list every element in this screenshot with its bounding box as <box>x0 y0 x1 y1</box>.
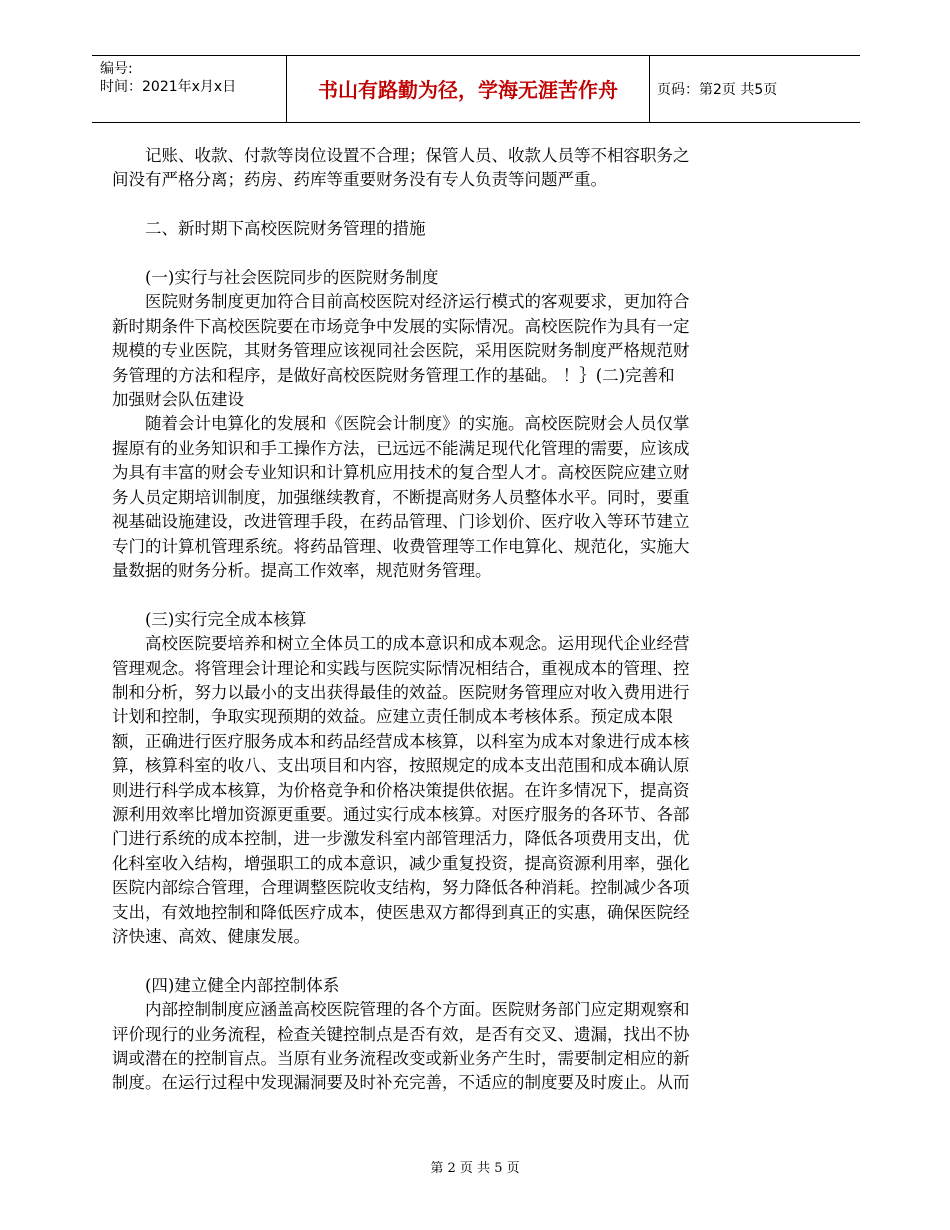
text-line: 务人员定期培训制度，加强继续教育，不断提高财务人员整体水平。同时，要重 <box>112 487 690 507</box>
text-line <box>112 193 766 217</box>
text-line <box>112 242 766 266</box>
text-line: 加强财会队伍建设 <box>112 390 244 410</box>
page-footer: 第 2 页 共 5 页 <box>430 1161 520 1176</box>
time-label: 时间：2021年x月x日 <box>100 79 237 95</box>
text-line: 握原有的业务知识和手工操作方法，已远远不能满足现代化管理的需要，应该成 <box>112 438 690 458</box>
text-line: 管理观念。将管理会计理论和实践与医院实际情况相结合，重视成本的管理、控 <box>112 658 690 678</box>
text-line: 医院内部综合管理，合理调整医院收支结构，努力降低各种消耗。控制减少各项 <box>112 878 690 898</box>
text-line: 济快速、高效、健康发展。 <box>112 927 310 946</box>
header-page-cell <box>649 56 860 122</box>
text-line: 评价现行的业务流程，检查关键控制点是否有效，是否有交叉、遗漏，找出不协 <box>112 1024 690 1044</box>
text-line: 视基础设施建设，改进管理手段，在药品管理、门诊划价、医疗收入等环节建立 <box>112 512 690 532</box>
text-line: 二、新时期下高校医院财务管理的措施 <box>112 219 426 239</box>
text-line: 记账、收款、付款等岗位设置不合理；保管人员、收款人员等不相容职务之 <box>112 146 690 165</box>
text-line: 制和分析，努力以最小的支出获得最佳的效益。医院财务管理应对收入费用进行 <box>112 682 690 702</box>
text-line <box>112 949 766 973</box>
text-line: 制度。在运行过程中发现漏洞要及时补充完善，不适应的制度要及时废止。从而 <box>112 1073 690 1093</box>
text-line: 高校医院要培养和树立全体员工的成本意识和成本观念。运用现代企业经营 <box>112 634 690 654</box>
text-line: (四)建立健全内部控制体系 <box>112 975 340 995</box>
text-line: 调或潜在的控制盲点。当原有业务流程改变或新业务产生时，需要制定相应的新 <box>112 1049 690 1069</box>
text-line: 化科室收入结构，增强职工的成本意识，减少重复投资，提高资源利用率，强化 <box>112 853 690 873</box>
text-line: 额，正确进行医疗服务成本和药品经营成本核算，以科室为成本对象进行成本核 <box>112 731 690 751</box>
text-line: 支出，有效地控制和降低医疗成本，使医患双方都得到真正的实惠，确保医院经 <box>112 902 690 922</box>
text-line: 量数据的财务分析。提高工作效率，规范财务管理。 <box>112 560 492 580</box>
text-line <box>112 583 766 607</box>
text-line: 算，核算科室的收八、支出项目和内容，按照规定的成本支出范围和成本确认原 <box>112 756 690 776</box>
page-header <box>92 55 860 123</box>
header-meta-cell <box>92 56 286 122</box>
text-line: 门进行系统的成本控制，进一步激发科室内部管理活力，降低各项费用支出，优 <box>112 829 690 849</box>
doc-number-label: 编号: <box>100 61 133 77</box>
document-body <box>112 144 766 1096</box>
text-line: 源利用效率比增加资源更重要。通过实行成本核算。对医疗服务的各环节、各部 <box>112 804 690 824</box>
text-line: 为具有丰富的财会专业知识和计算机应用技术的复合型人才。高校医院应建立财 <box>112 463 690 483</box>
text-line: 规模的专业医院，其财务管理应该视同社会医院，采用医院财务制度严格规范财 <box>112 341 690 361</box>
text-line: 间没有严格分离；药房、药库等重要财务没有专人负责等问题严重。 <box>112 170 607 190</box>
header-page-number: 页码：第2页 共5页 <box>657 82 778 98</box>
header-motto: 书山有路勤为径，学海无涯苦作舟 <box>318 78 618 102</box>
text-line: 新时期条件下高校医院要在市场竞争中发展的实际情况。高校医院作为具有一定 <box>112 316 690 336</box>
text-line: 计划和控制，争取实现预期的效益。应建立责任制成本考核体系。预定成本限 <box>112 707 673 727</box>
text-line: 务管理的方法和程序，是做好高校医院财务管理工作的基础。 ！｝(二)完善和 <box>112 365 675 385</box>
text-line: (一)实行与社会医院同步的医院财务制度 <box>112 268 439 288</box>
text-line: (三)实行完全成本核算 <box>112 609 307 629</box>
text-line: 随着会计电算化的发展和《医院会计制度》的实施。高校医院财会人员仅掌 <box>112 414 690 434</box>
text-line: 内部控制制度应涵盖高校医院管理的各个方面。医院财务部门应定期观察和 <box>112 1000 690 1020</box>
text-line: 专门的计算机管理系统。将药品管理、收费管理等工作电算化、规范化，实施大 <box>112 536 690 556</box>
header-motto-cell <box>286 56 650 122</box>
text-line: 则进行科学成本核算，为价格竞争和价格决策提供依据。在许多情况下，提高资 <box>112 780 690 800</box>
text-line: 医院财务制度更加符合目前高校医院对经济运行模式的客观要求，更加符合 <box>112 292 690 312</box>
